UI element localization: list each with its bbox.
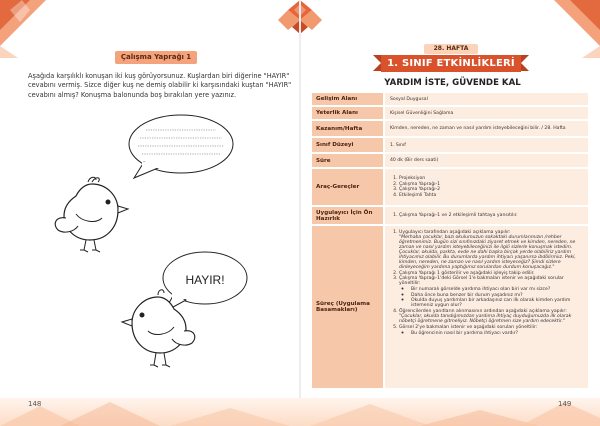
process-step xyxy=(399,230,583,271)
bottom-decorative-band xyxy=(0,398,600,426)
process-step xyxy=(399,325,583,336)
row-value: Sosyal Duygusal xyxy=(385,93,588,105)
table-row xyxy=(312,154,588,167)
bird-illustration-bottom xyxy=(118,289,198,373)
question-item: ◦ Daha önce buna benzer bir durum yaşadınız mı? xyxy=(411,293,583,298)
hayir-bubble-text: HAYIR! xyxy=(185,273,225,287)
empty-speech-bubble xyxy=(126,112,236,182)
page-number-left: 148 xyxy=(28,400,42,408)
page-gutter xyxy=(299,0,301,426)
row-label: Süre xyxy=(312,154,383,167)
row-label: Kazanım/Hafta xyxy=(312,121,383,136)
grade-banner: 1. SINIF ETKİNLİKLERİ xyxy=(381,55,521,72)
step-text: Görsel 2'ye bakmaları istenir ve aşağıdaki soruları yöneltilir: xyxy=(399,324,538,330)
row-value: Kimden, nereden, ne zaman ve nasıl yardım isteyebileceğini bilir. / 28. Hafta xyxy=(385,121,588,136)
table-row xyxy=(312,169,588,205)
table-row xyxy=(312,226,588,388)
step-text: Uygulayıcı tarafından aşağıdaki açıklama yapılır: xyxy=(399,229,511,235)
table-row xyxy=(312,207,588,224)
row-value: 1. Sınıf xyxy=(385,138,588,152)
question-item: ◦ Bir numaralı görselde yardıma ihtiyacı olan biri var mı sizce? xyxy=(411,287,583,292)
question-item: ◦ Bu öğrencinin nasıl bir yardıma ihtiyacı vardır? xyxy=(411,331,583,336)
list-item: 2. Çalışma Yaprağı-1 xyxy=(399,182,583,187)
list-item: 1. Projeksiyon xyxy=(399,176,583,181)
process-step xyxy=(399,309,583,325)
banner-tail-left xyxy=(373,55,381,71)
table-row xyxy=(312,93,588,105)
row-label: Gelişim Alanı xyxy=(312,93,383,105)
banner-tail-right xyxy=(521,55,529,71)
question-item: ◦ Okulda duyuş yardımları bir arkadaşınız can ilk olarak kimden yardım istemeniz uygun olur? xyxy=(411,298,583,308)
list-item: 3. Çalışma Yaprağı-2 xyxy=(399,187,583,192)
corner-ornament-right xyxy=(554,0,600,58)
worksheet-instructions: Aşağıda karşılıklı konuşan iki kuş görüyorsunuz. Kuşlardan biri diğerine "HAYIR" cevabını vermiş. Sizce diğer kuş ne demiş olabilir ki karşısındaki kuştan "HAYIR" cevabını almış? Konuşma balonunda boş bırakılan yere yazınız. xyxy=(28,72,292,99)
activity-title: YARDIM İSTE, GÜVENDE KAL xyxy=(384,78,521,88)
row-value: Kişisel Güvenliğini Sağlama xyxy=(385,107,588,119)
row-label: Araç-Gereçler xyxy=(312,169,383,205)
row-value xyxy=(385,207,588,224)
process-step xyxy=(399,276,583,308)
step-text: Çalışma Yaprağı-1'deki Görsel 1'e bakmaları istenir ve aşağıdaki sorular yöneltilir: xyxy=(399,276,564,287)
table-row xyxy=(312,107,588,119)
bird-illustration-top xyxy=(52,176,132,256)
table-row xyxy=(312,121,588,136)
activity-info-table xyxy=(312,93,588,390)
process-step: 2. Çalışma Yaprağı 1 gösterilir ve aşağıdaki işleyiş takip edilir. xyxy=(399,271,583,276)
list-item: 1. Çalışma Yaprağı-1 ve 2 etkileşimli tahtaya yansıtılır. xyxy=(399,213,583,218)
process-steps xyxy=(385,226,588,388)
row-label: Uygulayıcı İçin Ön Hazırlık xyxy=(312,207,383,224)
corner-ornament-left xyxy=(0,0,46,58)
step-text: Öğrencilerden yanıtların alınmasının ardından aşağıdaki açıklama yapılır: xyxy=(399,308,567,314)
list-item: 4. Etkileşimli Tahta xyxy=(399,193,583,198)
page-number-right: 149 xyxy=(558,400,572,408)
step-quote: "Merhaba çocuklar, bazı okulumuzun sokaktaki durumlarımızın /rehber öğretmenimiz. Bugün sizi sınıfınızdaki ziyaret etmek ve kimden, nereden, ne zaman ve nasıl yardım isteyebileceğinizi ile ilgili sizlerle konuşmak istedim. Çocuklar, okulda, parkta, evde ne dahi başka birçok yerde olabiliriz yardım ihtiyacımız olabilir. Bu durumlarda yardım ihtiyacı yaşanırsa ibdölirmiız. Peki, kimden, nereden, ne zaman ve nasıl yardım isteyeceğiz? Şimdi sizlere dinleyeceğim yardıma yaptığımız sorulardan durdum konuşacağız." xyxy=(399,235,576,271)
row-label: Sınıf Düzeyi xyxy=(312,138,383,152)
worksheet-badge: Çalışma Yaprağı 1 xyxy=(115,51,197,64)
week-tag: 28. HAFTA xyxy=(424,44,478,54)
step-quote: "Çocuklar, okulda tanıdığımızdan yardıma ihtiyaç duyduğumuzda ilk olarak nöbetçi öğretmene gitmeliyiz. Nöbetçi öğretmen size yardım edecektir." xyxy=(399,314,572,325)
row-value xyxy=(385,169,588,205)
row-value: 40 dk (Bir ders saati) xyxy=(385,154,588,167)
table-row xyxy=(312,138,588,152)
row-label: Yeterlik Alanı xyxy=(312,107,383,119)
row-label: Süreç (Uygulama Basamakları) xyxy=(312,226,383,388)
